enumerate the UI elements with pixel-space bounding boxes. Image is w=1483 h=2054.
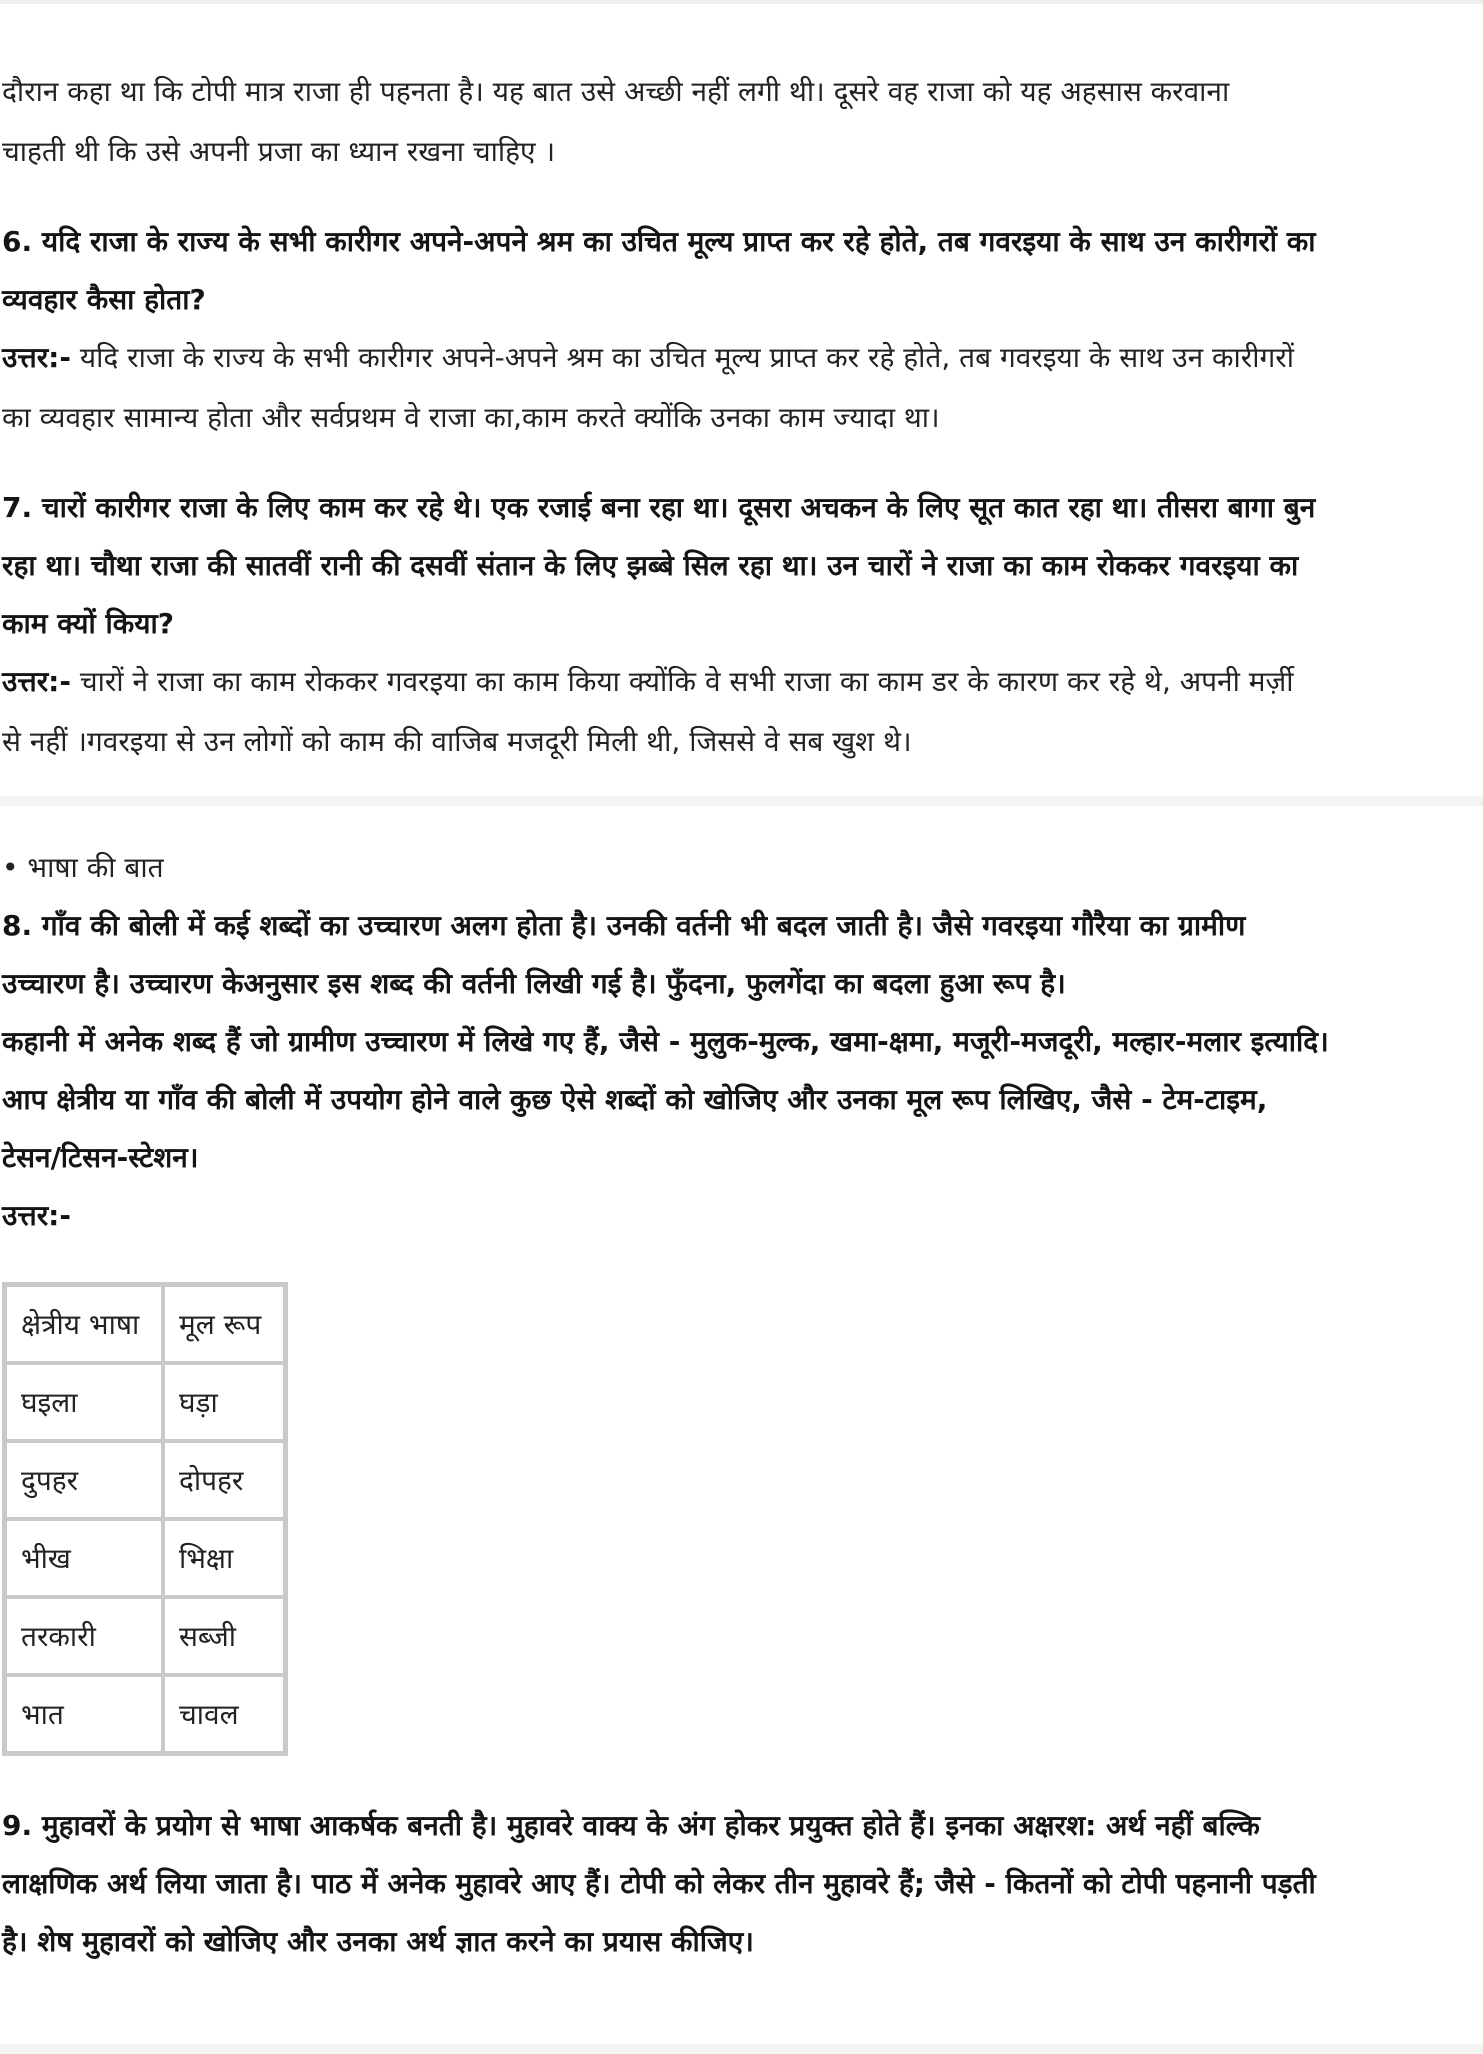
word-comparison-table [2,1282,288,1756]
table-cell: भिक्षा [163,1519,285,1597]
answer-6-text: का व्यवहार सामान्य होता और सर्वप्रथम वे राजा का,काम करते क्योंकि उनका काम ज्यादा था। [2,401,940,434]
table-cell: दोपहर [163,1441,285,1519]
question-7-text: रहा था। चौथा राजा की सातवीं रानी की दसवीं संतान के लिए झब्बे सिल रहा था। उन चारों ने राजा का काम रोककर गवरइया का [2,549,1299,582]
section-heading: • भाषा की बात [2,851,164,884]
table-cell: घइला [5,1363,163,1441]
table-row [5,1441,285,1519]
table-row [5,1675,285,1753]
top-divider [0,0,1483,4]
question-8-text: आप क्षेत्रीय या गाँव की बोली में उपयोग होने वाले कुछ ऐसे शब्दों को खोजिए और उनका मूल रूप लिखिए, जैसे - टेम-टाइम, [2,1083,1268,1116]
table-row [5,1519,285,1597]
intro-line: दौरान कहा था कि टोपी मात्र राजा ही पहनता है। यह बात उसे अच्छी नहीं लगी थी। दूसरे वह राजा को यह अहसास करवाना [2,75,1230,108]
answer-7-text: से नहीं ।गवरइया से उन लोगों को काम की वाजिब मजदूरी मिली थी, जिससे वे सब खुश थे। [2,725,912,758]
table-cell: चावल [163,1675,285,1753]
intro-line: चाहती थी कि उसे अपनी प्रजा का ध्यान रखना चाहिए । [2,135,556,168]
question-8-text: 8. गाँव की बोली में कई शब्दों का उच्चारण अलग होता है। उनकी वर्तनी भी बदल जाती है। जैसे गवरइया गौरैया का ग्रामीण [2,909,1246,942]
table-header-cell: क्षेत्रीय भाषा [5,1285,163,1363]
answer-6-line [2,340,1294,376]
answer-7-text: चारों ने राजा का काम रोककर गवरइया का काम किया क्योंकि वे सभी राजा का काम डर के कारण कर रहे थे, अपनी मर्ज़ी [70,665,1294,698]
question-7-text: काम क्यों किया? [2,607,174,640]
answer-label: उत्तर:- [2,341,71,374]
question-9-text: 9. मुहावरों के प्रयोग से भाषा आकर्षक बनती है। मुहावरे वाक्य के अंग होकर प्रयुक्त होते हैं। इनका अक्षरश: अर्थ नहीं बल्कि [2,1809,1260,1842]
table-cell: दुपहर [5,1441,163,1519]
table-row [5,1597,285,1675]
table-cell: सब्जी [163,1597,285,1675]
question-7-text: 7. चारों कारीगर राजा के लिए काम कर रहे थे। एक रजाई बना रहा था। दूसरा अचकन के लिए सूत कात रहा था। तीसरा बागा बुन [2,491,1316,524]
question-9-text: लाक्षणिक अर्थ लिया जाता है। पाठ में अनेक मुहावरे आए हैं। टोपी को लेकर तीन मुहावरे हैं; जैसे - कितनों को टोपी पहनानी पड़ती [2,1867,1316,1900]
table-row [5,1363,285,1441]
question-6-text: 6. यदि राजा के राज्य के सभी कारीगर अपने-अपने श्रम का उचित मूल्य प्राप्त कर रहे होते, तब गवरइया के साथ उन कारीगरों का [2,225,1316,258]
section-divider [0,2044,1483,2054]
question-6-text: व्यवहार कैसा होता? [2,283,206,316]
question-8-text: कहानी में अनेक शब्द हैं जो ग्रामीण उच्चारण में लिखे गए हैं, जैसे - मुलुक-मुल्क, खमा-क्षमा, मजूरी-मजदूरी, मल्हार-मलार इत्यादि। [2,1025,1329,1058]
question-8-text: उच्चारण है। उच्चारण केअनुसार इस शब्द की वर्तनी लिखी गई है। फुँदना, फुलगेंदा का बदला हुआ रूप है। [2,967,1066,1000]
question-9-text: है। शेष मुहावरों को खोजिए और उनका अर्थ ज्ञात करने का प्रयास कीजिए। [2,1925,754,1958]
table-cell: तरकारी [5,1597,163,1675]
table-cell: भात [5,1675,163,1753]
table-cell: भीख [5,1519,163,1597]
answer-label: उत्तर:- [2,665,71,698]
answer-6-text: यदि राजा के राज्य के सभी कारीगर अपने-अपने श्रम का उचित मूल्य प्राप्त कर रहे होते, तब गवरइया के साथ उन कारीगरों [70,341,1294,374]
table-cell: घड़ा [163,1363,285,1441]
table-header-row [5,1285,285,1363]
table-header-cell: मूल रूप [163,1285,285,1363]
section-divider [0,796,1483,806]
answer-label: उत्तर:- [2,1199,71,1232]
question-8-text: टेसन/टिसन-स्टेशन। [2,1141,199,1174]
answer-7-line [2,664,1294,700]
